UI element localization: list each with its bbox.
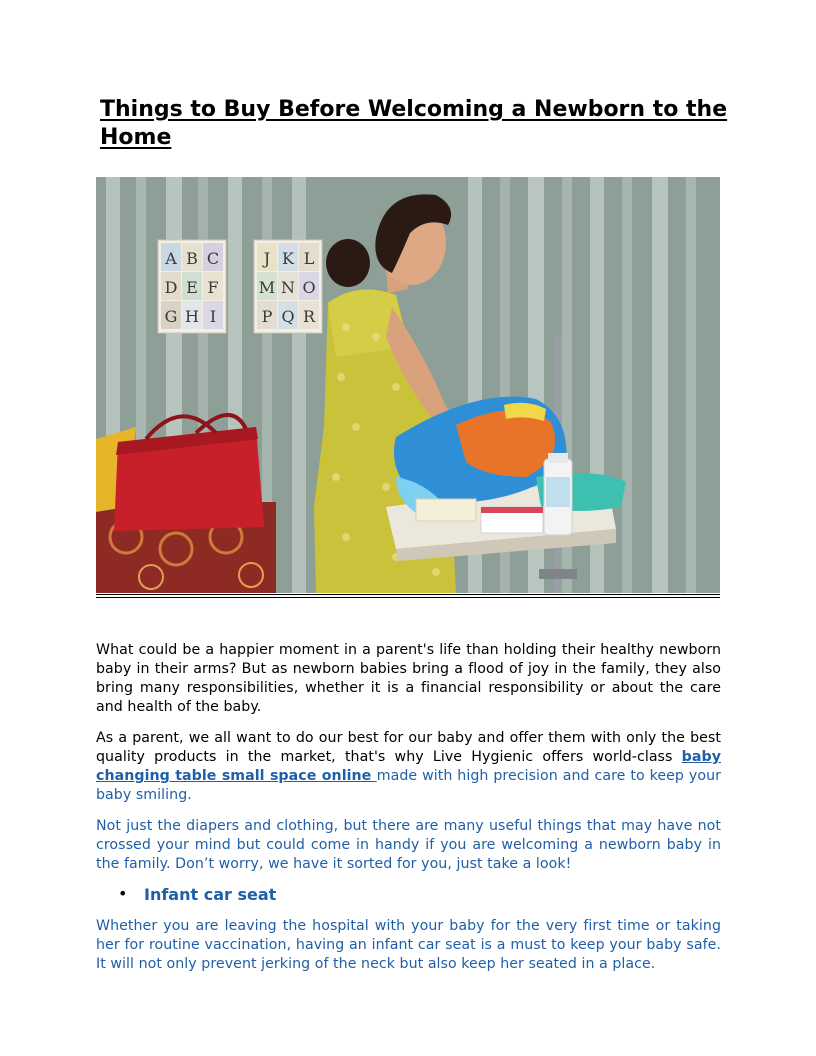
chart-letter: B xyxy=(186,249,198,268)
image-divider-line xyxy=(96,594,720,595)
paragraph-useful-things: Not just the diapers and clothing, but there are many useful things that may have not crossed your mind but could come in handy if you are welcoming a newborn baby in the family. Don’t worry, we have it sorted for you, just take a look! xyxy=(96,818,721,872)
paragraph-text: made with high precision and care to keep your baby smiling. xyxy=(96,768,721,803)
chart-letter: R xyxy=(302,307,316,326)
list-item-infant-car-seat: Infant car seat xyxy=(144,885,277,904)
chart-letter: N xyxy=(281,278,295,297)
baby-changing-link[interactable]: baby changing xyxy=(96,749,721,784)
chart-letter: P xyxy=(261,307,273,326)
chart-letter: J xyxy=(263,249,271,268)
article-photo xyxy=(96,177,720,593)
paragraph-intro: What could be a happier moment in a parent's life than holding their healthy newborn baby in their arms? But as newborn babies bring a flood of joy in the family, they also bring many responsibilities, whether it is a financial responsibility or about the care and health of the baby. xyxy=(96,642,721,715)
chart-letter: L xyxy=(303,249,315,268)
table-small-space-link[interactable]: table small space online xyxy=(175,768,377,784)
chart-letter: I xyxy=(209,307,217,326)
chart-letter: K xyxy=(282,249,294,268)
image-divider-line xyxy=(96,597,720,598)
chart-letter: C xyxy=(206,249,220,268)
chart-letter: E xyxy=(186,278,198,297)
chart-letter: M xyxy=(258,278,276,297)
alphabet-chart-left xyxy=(158,240,226,333)
chart-letter: H xyxy=(185,307,199,326)
bullet-icon: • xyxy=(118,884,128,903)
paragraph-car-seat: Whether you are leaving the hospital with your baby for the very first time or taking her for routine vaccination, having an infant car seat is a must to keep your baby safe. It will not only prevent jerking of the neck but also keep her seated in a place. xyxy=(96,918,721,972)
chart-letter: Q xyxy=(281,307,295,326)
chart-letter: F xyxy=(207,278,219,297)
chart-letter: O xyxy=(302,278,316,297)
chart-letter: G xyxy=(164,307,178,326)
chart-letter: D xyxy=(164,278,178,297)
article-title: Things to Buy Before Welcoming a Newborn to the Home xyxy=(100,97,728,150)
chart-letter: A xyxy=(165,249,177,268)
paragraph-text: As a parent, we all want to do our best for our baby and offer them with only the best quality products in the market, that's why Live Hygienic offers world-class xyxy=(96,730,721,765)
alphabet-chart-right xyxy=(254,240,322,333)
paragraph-products xyxy=(96,729,721,805)
